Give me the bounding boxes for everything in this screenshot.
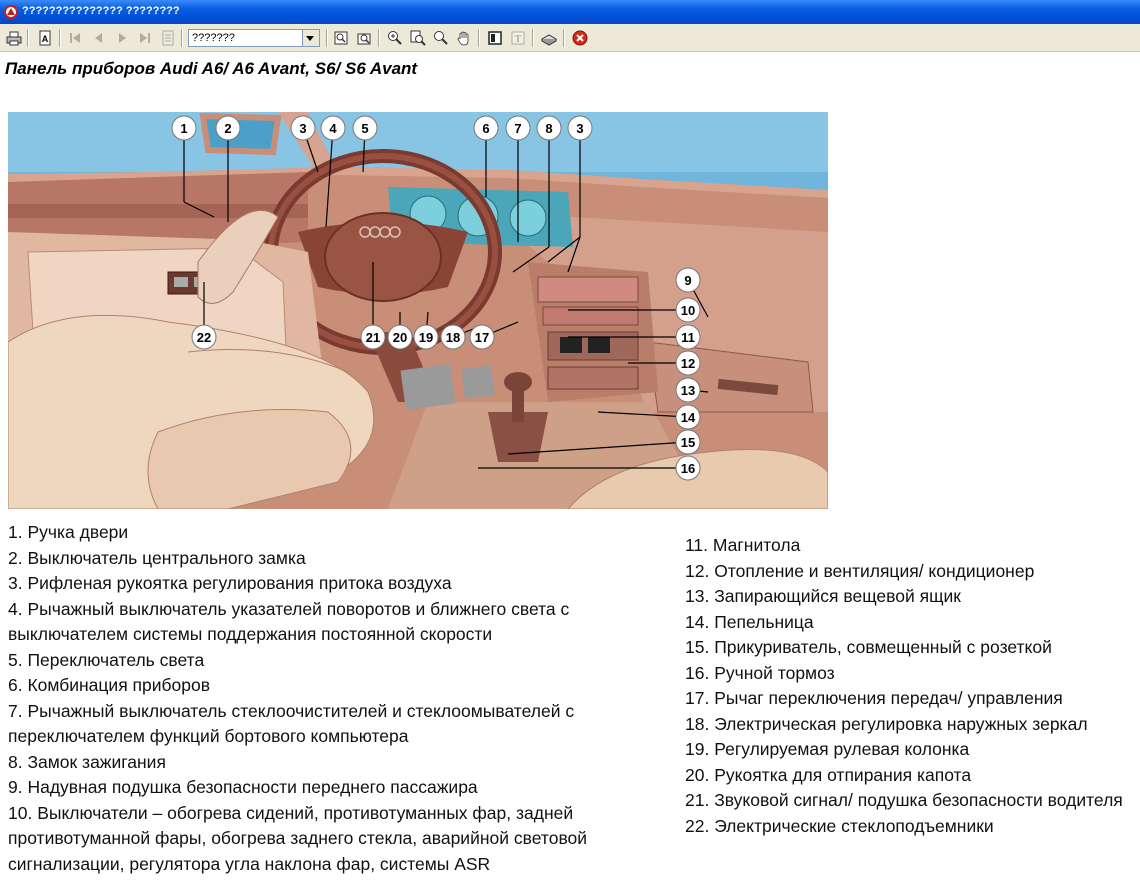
toolbar bbox=[0, 24, 1140, 52]
magnifier-icon bbox=[433, 30, 449, 46]
legend-item: 19. Регулируемая рулевая колонка bbox=[685, 739, 970, 759]
legend-item: 9. Надувная подушка безопасности переднего пассажира bbox=[8, 777, 478, 797]
chevron-down-icon[interactable] bbox=[302, 30, 319, 46]
zoom-width-button[interactable] bbox=[354, 28, 374, 48]
callout-1 bbox=[172, 116, 196, 140]
page-title: Панель приборов Audi A6/ A6 Avant, S6/ S6 Avant bbox=[5, 59, 418, 78]
window-title: ??????????????? ???????? bbox=[22, 5, 180, 17]
page-list-icon bbox=[160, 30, 176, 46]
legend-item: 13. Запирающийся вещевой ящик bbox=[685, 586, 961, 606]
legend-item: 11. Магнитола bbox=[685, 535, 801, 555]
legend-right bbox=[685, 533, 1140, 839]
legend-item: 21. Звуковой сигнал/ подушка безопасности водителя bbox=[685, 790, 1123, 810]
svg-text:13: 13 bbox=[680, 383, 696, 398]
callout-16 bbox=[676, 456, 700, 480]
zoom-select-value: ??????? bbox=[192, 32, 235, 44]
callout-20 bbox=[388, 325, 412, 349]
app-icon bbox=[3, 4, 19, 20]
callout-15 bbox=[676, 430, 700, 454]
callout-14 bbox=[676, 405, 700, 429]
zoom-page-icon bbox=[333, 30, 349, 46]
svg-text:4: 4 bbox=[329, 121, 337, 136]
close-button[interactable] bbox=[570, 28, 590, 48]
legend-item: 17. Рычаг переключения передач/ управления bbox=[685, 688, 1063, 708]
go-to-page-button[interactable] bbox=[158, 28, 178, 48]
legend-item: 16. Ручной тормоз bbox=[685, 662, 835, 683]
legend-item: 10. Выключатели – обогрева сидений, противотуманных фар, задней противотуманной фары, обогрева заднего стекла, аварийной световой сигнализации, регулятора угла наклона фар, системы ASR bbox=[8, 802, 588, 874]
first-page-icon bbox=[67, 30, 83, 46]
legend-item: 7. Рычажный выключатель стеклоочистителей и стеклоомывателей с переключателем функций бортового компьютера bbox=[8, 700, 575, 746]
title-bar bbox=[0, 0, 1140, 24]
svg-text:5: 5 bbox=[361, 121, 369, 136]
text-icon bbox=[510, 30, 526, 46]
callout-7 bbox=[506, 116, 530, 140]
callout-3a bbox=[291, 116, 315, 140]
legend-item: 1. Ручка двери bbox=[8, 522, 129, 542]
legend-item: 22. Электрические стеклоподъемники bbox=[685, 815, 994, 836]
legend-left bbox=[8, 520, 668, 877]
magnifier-plus-icon bbox=[387, 30, 403, 46]
callout-10 bbox=[676, 298, 700, 322]
print-button[interactable] bbox=[4, 28, 24, 48]
svg-text:22: 22 bbox=[196, 330, 212, 345]
svg-text:3: 3 bbox=[299, 121, 307, 136]
callout-8 bbox=[537, 116, 561, 140]
svg-text:9: 9 bbox=[684, 273, 692, 288]
svg-text:T: T bbox=[514, 34, 522, 45]
zoom-width-icon bbox=[356, 30, 372, 46]
callout-2 bbox=[216, 116, 240, 140]
prev-page-icon bbox=[91, 30, 107, 46]
svg-text:16: 16 bbox=[680, 461, 696, 476]
book-icon bbox=[541, 30, 557, 46]
callout-17 bbox=[470, 325, 494, 349]
legend-item: 15. Прикуриватель, совмещенный с розеткой bbox=[685, 637, 1052, 657]
svg-text:1: 1 bbox=[180, 121, 188, 136]
page-view-button[interactable] bbox=[35, 28, 55, 48]
callout-4 bbox=[321, 116, 345, 140]
callout-13 bbox=[676, 378, 700, 402]
bookmarks-button[interactable] bbox=[539, 28, 559, 48]
svg-text:2: 2 bbox=[224, 121, 232, 136]
callout-21 bbox=[361, 325, 385, 349]
svg-text:10: 10 bbox=[680, 303, 696, 318]
svg-text:6: 6 bbox=[482, 121, 490, 136]
svg-text:21: 21 bbox=[365, 330, 381, 345]
pages-panel-icon bbox=[487, 30, 503, 46]
svg-text:8: 8 bbox=[545, 121, 553, 136]
callout-19 bbox=[414, 325, 438, 349]
callout-12 bbox=[676, 351, 700, 375]
zoom-select[interactable] bbox=[188, 29, 320, 47]
prev-page-button[interactable] bbox=[89, 28, 109, 48]
zoom-page-button[interactable] bbox=[331, 28, 351, 48]
svg-text:12: 12 bbox=[680, 356, 696, 371]
close-icon bbox=[572, 30, 588, 46]
legend-item: 8. Замок зажигания bbox=[8, 751, 166, 772]
last-page-button[interactable] bbox=[135, 28, 155, 48]
callout-3b bbox=[568, 116, 592, 140]
toggle-pages-button[interactable] bbox=[485, 28, 505, 48]
callout-9 bbox=[676, 268, 700, 292]
next-page-icon bbox=[114, 30, 130, 46]
zoom-in-button[interactable] bbox=[385, 28, 405, 48]
callout-11 bbox=[676, 325, 700, 349]
printer-icon bbox=[6, 30, 22, 46]
page-icon bbox=[37, 30, 53, 46]
legend-item: 6. Комбинация приборов bbox=[8, 675, 211, 695]
legend-item: 18. Электрическая регулировка наружных зеркал bbox=[685, 713, 1088, 734]
callout-22 bbox=[192, 325, 216, 349]
callout-6 bbox=[474, 116, 498, 140]
svg-text:3: 3 bbox=[576, 121, 584, 136]
text-select-button[interactable] bbox=[508, 28, 528, 48]
pan-hand-button[interactable] bbox=[454, 28, 474, 48]
first-page-button[interactable] bbox=[65, 28, 85, 48]
svg-text:A: A bbox=[41, 34, 49, 44]
legend-item: 12. Отопление и вентиляция/ кондиционер bbox=[685, 560, 1035, 581]
zoom-marquee-icon bbox=[410, 30, 426, 46]
svg-text:7: 7 bbox=[514, 121, 522, 136]
next-page-button[interactable] bbox=[112, 28, 132, 48]
legend-item: 2. Выключатель центрального замка bbox=[8, 547, 306, 568]
svg-text:19: 19 bbox=[418, 330, 434, 345]
svg-text:20: 20 bbox=[392, 330, 408, 345]
last-page-icon bbox=[137, 30, 153, 46]
svg-text:15: 15 bbox=[680, 435, 696, 450]
svg-text:18: 18 bbox=[445, 330, 461, 345]
legend-item: 5. Переключатель света bbox=[8, 649, 205, 670]
legend-item: 20. Рукоятка для отпирания капота bbox=[685, 764, 972, 785]
hand-icon bbox=[456, 30, 472, 46]
legend-item: 14. Пепельница bbox=[685, 611, 814, 632]
callout-18 bbox=[441, 325, 465, 349]
svg-text:14: 14 bbox=[680, 410, 696, 425]
legend-item: 4. Рычажный выключатель указателей поворотов и ближнего света с выключателем системы поддержания постоянной скорости bbox=[8, 598, 570, 644]
dashboard-illustration bbox=[8, 112, 828, 509]
zoom-marquee-button[interactable] bbox=[408, 28, 428, 48]
zoom-out-button[interactable] bbox=[431, 28, 451, 48]
svg-text:11: 11 bbox=[681, 330, 695, 345]
svg-text:17: 17 bbox=[474, 330, 490, 345]
callout-5 bbox=[353, 116, 377, 140]
legend-item: 3. Рифленая рукоятка регулирования притока воздуха bbox=[8, 573, 452, 593]
